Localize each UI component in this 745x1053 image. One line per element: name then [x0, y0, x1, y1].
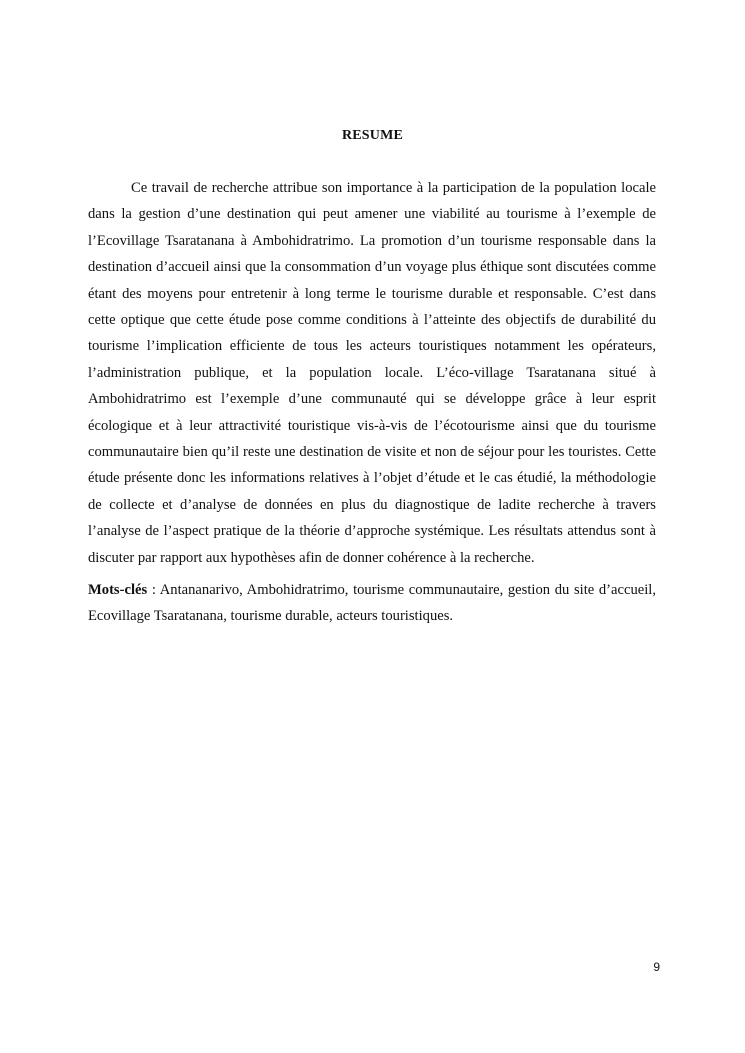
keywords-label: Mots-clés — [88, 582, 148, 598]
abstract-paragraph: Ce travail de recherche attribue son importance à la participation de la population locale dans la gestion d’une destination qui peut amener une viabilité au tourisme à l’exemple de l’Ecovillage Tsaratanana à Ambohidratrimo. La promotion d’un tourisme responsable dans la destination d’accueil ainsi que la consommation d’un voyage plus éthique sont discutées comme étant des moyens pour entretenir à long terme le tourisme durable et responsable. C’est dans cette optique que cette étude pose comme conditions à l’atteinte des objectifs de durabilité du tourisme l’implication efficiente de tous les acteurs touristiques notamment les opérateurs, l’administration publique, et la population locale. L’éco-village Tsaratanana situé à Ambohidratrimo est l’exemple d’une communauté qui se développe grâce à leur esprit écologique et à leur attractivité touristique vis-à-vis de l’écotourisme ainsi que du tourisme communautaire bien qu’il reste une destination de visite et non de séjour pour les touristes. Cette étude présente donc les informations relatives à l’objet d’étude et le cas étudié, la méthodologie de collecte et d’analyse de données en plus du diagnostique de ladite recherche à travers l’analyse de l’aspect pratique de la théorie d’approche systémique. Les résultats attendus sont à discuter par rapport aux hypothèses afin de donner cohérence à la recherche. — [88, 180, 656, 566]
keywords-paragraph — [88, 577, 656, 630]
page-number: 9 — [653, 960, 660, 974]
keywords-separator: : — [147, 582, 160, 598]
page-title: RESUME — [341, 128, 404, 143]
keywords-text: Antananarivo, Ambohidratrimo, tourisme communautaire, gestion du site d’accueil, Ecovillage Tsaratanana, tourisme durable, acteurs touristiques. — [88, 582, 657, 625]
